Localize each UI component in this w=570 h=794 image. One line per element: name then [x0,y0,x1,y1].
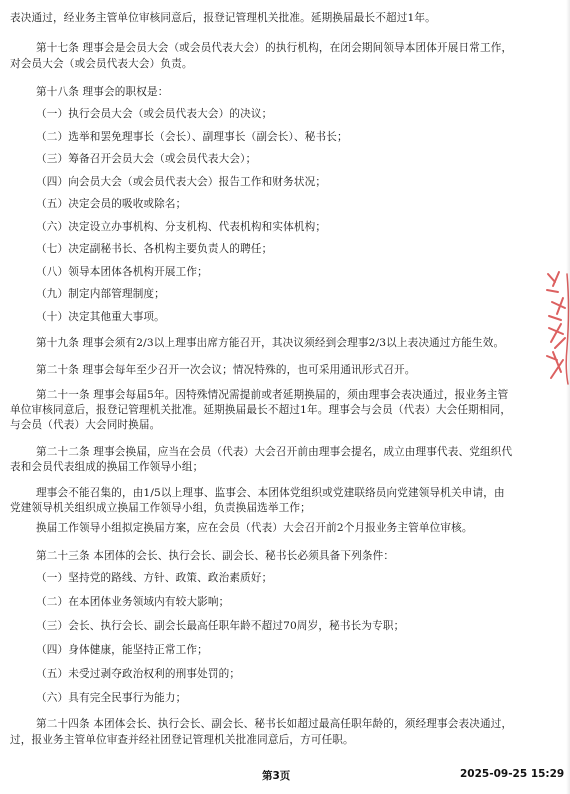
text-line: 单位审核同意后，报登记管理机关批准。延期换届最长不超过1年。理事会与会员（代表）大会任期相同， [10,404,512,416]
list-item: （九）制定内部管理制度； [36,288,165,300]
list-item: （十）决定其他重大事项。 [36,311,165,323]
scan-edge-shadow [566,0,570,794]
list-item: （一）执行会员大会（或会员代表大会）的决议； [36,108,273,120]
list-item: （五）未受过剥夺政治权利的刑事处罚的； [36,668,241,680]
text-line: 理事会不能召集的，由1/5以上理事、监事会、本团体党组织或党建联络员向党建领导机关申请，由 [36,487,505,499]
text-line: 第十八条 理事会的职权是： [36,86,169,98]
list-item: （六）决定设立办事机构、分支机构、代表机构和实体机构； [36,221,327,233]
list-item: （二）在本团体业务领域内有较大影响； [36,596,230,608]
text-line: 对会员大会（或会员代表大会）负责。 [10,58,193,70]
list-item: （四）身体健康，能坚持正常工作； [36,644,208,656]
list-item: （二）选举和罢免理事长（会长）、副理事长（副会长）、秘书长； [36,131,348,143]
text-line: 第二十四条 本团体会长、执行会长、副会长、秘书长如超过最高任职年龄的，须经理事会表决通过， [36,718,513,730]
text-line: 第十九条 理事会须有2/3以上理事出席方能召开，其决议须经到会理事2/3以上表决通过方能生效。 [36,337,505,349]
list-item: （一）坚持党的路线、方针、政策、政治素质好； [36,572,273,584]
text-line: 过，报业务主管单位审查并经社团登记管理机关批准同意后，方可任职。 [10,734,354,746]
text-line: 表决通过，经业务主管单位审核同意后，报登记管理机关批准。延期换届最长不超过1年。 [10,12,436,24]
list-item: （三）会长、执行会长、副会长最高任职年龄不超过70周岁，秘书长为专职； [36,620,405,632]
list-item: （七）决定副秘书长、各机构主要负责人的聘任； [36,243,273,255]
list-item: （六）具有完全民事行为能力； [36,692,187,704]
print-timestamp: 2025-09-25 15:29 [460,768,565,780]
list-item: （五）决定会员的吸收或除名； [36,198,187,210]
text-line: 第二十一条 理事会每届5年。因特殊情况需提前或者延期换届的，须由理事会表决通过，报业务主管 [36,389,509,401]
text-line: 第二十三条 本团体的会长、执行会长、副会长、秘书长必须具备下列条件： [36,550,395,562]
text-line: 与会员（代表）大会同时换届。 [10,419,161,431]
text-line: 党建领导机关组织成立换届工作领导小组，负责换届选举工作； [10,502,311,514]
text-line: 第二十条 理事会每年至少召开一次会议；情况特殊的，也可采用通讯形式召开。 [36,364,416,376]
text-line: 表和会员代表组成的换届工作领导小组； [10,461,204,473]
list-item: （四）向会员大会（或会员代表大会）报告工作和财务状况； [36,176,327,188]
text-line: 第二十二条 理事会换届，应当在会员（代表）大会召开前由理事会提名，成立由理事代表、党组织代 [36,446,513,458]
page-number: 第3页 [262,770,291,782]
list-item: （八）领导本团体各机构开展工作； [36,266,208,278]
list-item: （三）筹备召开会员大会（或会员代表大会）； [36,153,257,165]
text-line: 换届工作领导小组拟定换届方案，应在会员（代表）大会召开前2个月报业务主管单位审核。 [36,522,473,534]
text-line: 第十七条 理事会是会员大会（或会员代表大会）的执行机构，在闭会期间领导本团体开展日常工作， [36,42,513,54]
